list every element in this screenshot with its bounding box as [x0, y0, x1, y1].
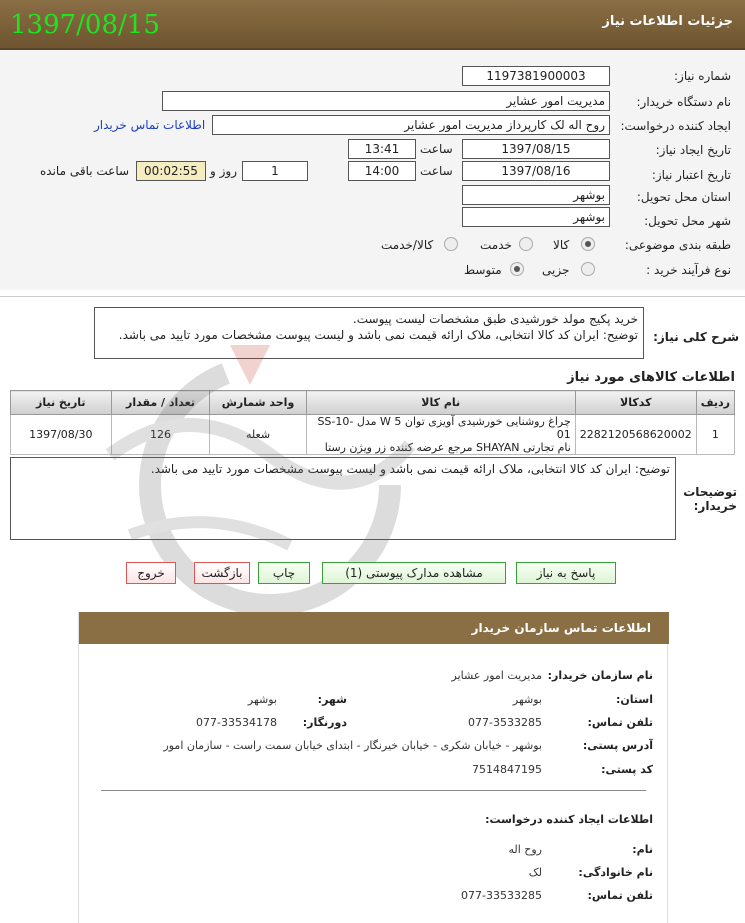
days-field: 1 — [242, 161, 308, 181]
cell-name — [306, 415, 575, 455]
province-field: بوشهر — [462, 185, 610, 205]
creator-phone-label: تلفن تماس: — [587, 889, 653, 902]
col-qty: تعداد / مقدار — [111, 391, 210, 415]
process-radio-medium[interactable] — [510, 262, 524, 279]
header-date: 1397/08/15 — [10, 10, 160, 40]
col-unit: واحد شمارش — [210, 391, 306, 415]
category-option-both: کالا/خدمت — [381, 238, 434, 252]
back-button[interactable]: بازگشت — [194, 562, 250, 584]
buyer-org-field: مدیریت امور عشایر — [162, 91, 610, 111]
process-option-medium: متوسط — [464, 263, 502, 277]
radio-icon — [581, 237, 595, 251]
remaining-time-field: 00:02:55 — [136, 161, 206, 181]
contact-postal-label: کد پستی: — [601, 763, 653, 776]
days-label: روز و — [210, 164, 237, 178]
goods-section-title: اطلاعات کالاهای مورد نیاز — [567, 370, 735, 385]
cell-date: 1397/08/30 — [11, 415, 112, 455]
buyer-notes-label: توضیحات خریدار: — [683, 485, 737, 513]
validity-time-label: ساعت — [420, 164, 453, 178]
creator-last-name-value: لک — [528, 866, 542, 879]
cell-qty: 126 — [111, 415, 210, 455]
contact-phone-label: تلفن تماس: — [587, 716, 653, 729]
buyer-contact-link[interactable]: اطلاعات تماس خریدار — [94, 118, 206, 132]
radio-icon — [519, 237, 533, 251]
province-label: استان محل تحویل: — [636, 190, 731, 204]
contact-city-value: بوشهر — [247, 693, 277, 706]
creator-label: ایجاد کننده درخواست: — [620, 119, 731, 133]
contact-city-label: شهر: — [317, 693, 347, 706]
cell-name-line1: چراغ روشنایی خورشیدی آویزی توان W 5 مدل SS-10-01 — [317, 415, 571, 441]
created-date-label: تاریخ ایجاد نیاز: — [655, 143, 731, 157]
creator-field: روح اله لک کارپرداز مدیریت امور عشایر — [212, 115, 610, 135]
goods-header-row — [11, 391, 735, 415]
radio-icon — [581, 262, 595, 276]
contact-org-label: نام سازمان خریدار: — [547, 669, 653, 682]
buyer-notes-text: توضیح: ایران کد کالا انتخابی، ملاک ارائه قیمت نمی باشد و لیست پیوست مشخصات مورد تایید می باشد. — [10, 457, 676, 540]
contact-fax-label: دورنگار: — [302, 716, 347, 729]
created-date-field: 1397/08/15 — [462, 139, 610, 159]
print-button[interactable]: چاپ — [258, 562, 310, 584]
creator-last-name-label: نام خانوادگی: — [578, 866, 653, 879]
created-time-label: ساعت — [420, 142, 453, 156]
radio-icon — [444, 237, 458, 251]
created-time-field: 13:41 — [348, 139, 416, 159]
process-radio-minor[interactable] — [581, 262, 595, 279]
cell-row: 1 — [696, 415, 734, 455]
contact-panel — [78, 612, 668, 923]
col-date: تاریخ نیاز — [11, 391, 112, 415]
page-title: جزئیات اطلاعات نیاز — [602, 14, 733, 29]
contact-panel-title: اطلاعات تماس سازمان خریدار — [79, 612, 669, 644]
exit-button[interactable]: خروج — [126, 562, 176, 584]
radio-icon — [510, 262, 524, 276]
cell-code: 2282120568620002 — [575, 415, 696, 455]
category-radio-both[interactable] — [444, 237, 458, 254]
table-row — [11, 415, 735, 455]
creator-first-name-value: روح اله — [508, 843, 542, 856]
process-label: نوع فرآیند خرید : — [646, 263, 731, 277]
creator-first-name-label: نام: — [632, 843, 653, 856]
cell-name-line2: نام تجارتی SHAYAN مرجع عرضه کننده زر ویژن رستا — [324, 441, 571, 454]
col-code: کدکالا — [575, 391, 696, 415]
col-row: ردیف — [696, 391, 734, 415]
city-label: شهر محل تحویل: — [644, 214, 731, 228]
divider — [0, 296, 745, 297]
category-radio-goods[interactable] — [581, 237, 595, 254]
city-field: بوشهر — [462, 207, 610, 227]
contact-divider — [101, 790, 646, 791]
creator-phone-value: 077-33533285 — [461, 889, 542, 902]
contact-postal-value: 7514847195 — [472, 763, 542, 776]
cell-unit: شعله — [210, 415, 306, 455]
need-number-field: 1197381900003 — [462, 66, 610, 86]
attachments-button[interactable]: مشاهده مدارک پیوستی (1) — [322, 562, 506, 584]
category-option-goods: کالا — [553, 238, 570, 252]
contact-org-value: مدیریت امور عشایر — [451, 669, 542, 682]
category-option-service: خدمت — [480, 238, 512, 252]
goods-table — [10, 390, 735, 455]
contact-province-value: بوشهر — [512, 693, 542, 706]
col-name: نام کالا — [306, 391, 575, 415]
buyer-org-label: نام دستگاه خریدار: — [636, 95, 731, 109]
process-option-minor: جزیی — [542, 263, 570, 277]
contact-address-value: بوشهر - خیابان شکری - خیابان خیرنگار - ابتدای خیابان سمت راست - سازمان امور — [163, 739, 542, 752]
creator-info-title: اطلاعات ایجاد کننده درخواست: — [485, 813, 653, 826]
contact-phone-value: 077-3533285 — [468, 716, 542, 729]
need-number-label: شماره نیاز: — [674, 69, 731, 83]
category-label: طبقه بندی موضوعی: — [624, 238, 731, 252]
contact-fax-value: 077-33534178 — [196, 716, 277, 729]
summary-text: خرید پکیج مولد خورشیدی طبق مشخصات لیست پیوست. توضیح: ایران کد کالا انتخابی، ملاک ارائه قیمت نمی باشد و لیست پیوست مشخصات مورد تایید می باشد. — [94, 307, 644, 359]
contact-province-label: استان: — [616, 693, 653, 706]
contact-address-label: آدرس پستی: — [582, 739, 653, 752]
remaining-label: ساعت باقی مانده — [40, 164, 130, 178]
validity-date-field: 1397/08/16 — [462, 161, 610, 181]
category-radio-service[interactable] — [519, 237, 533, 254]
reply-button[interactable]: پاسخ به نیاز — [516, 562, 616, 584]
validity-date-label: تاریخ اعتبار نیاز: — [651, 168, 731, 182]
summary-label: شرح کلی نیاز: — [653, 330, 739, 344]
validity-time-field: 14:00 — [348, 161, 416, 181]
